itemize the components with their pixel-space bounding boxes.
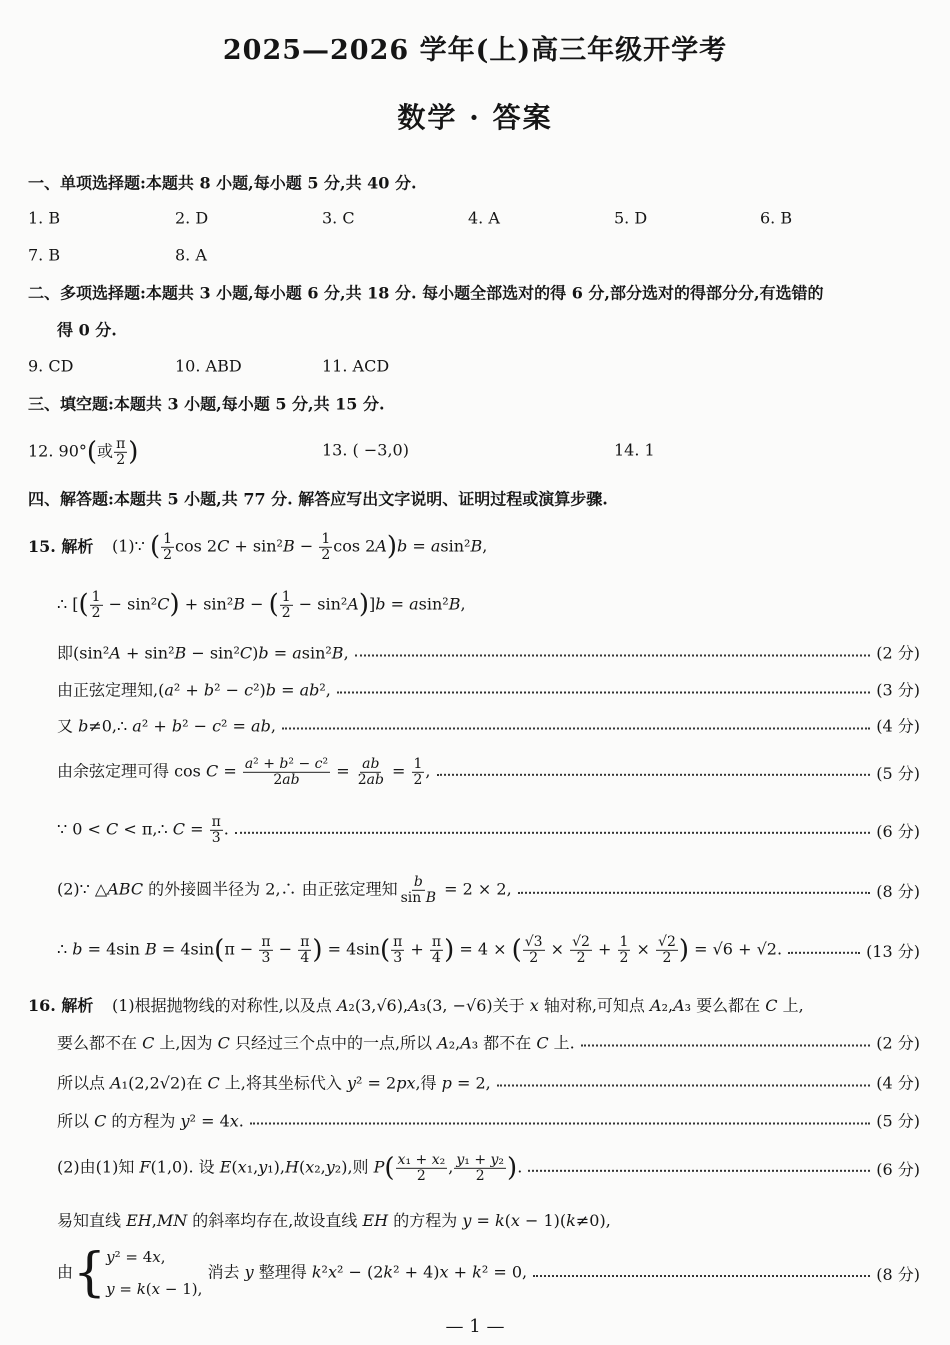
answer-3: 3. C [322,208,355,228]
dot-leader [788,952,860,954]
fraction: $\frac{\pi}{3}$ [211,813,221,846]
fraction: $\frac{\pi}{4}$ [300,933,310,966]
fraction: $\frac{√2}{2}$ [572,933,590,966]
score: (8 分) [876,881,920,901]
score: (6 分) [876,821,920,841]
q15-line: (1)∵ ( $\frac{1}{2}$ cos 2C + sin²B − $\frac{1}{2}$ cos 2A)b = asin²B, [112,530,488,563]
answer-7: 7. B [28,245,61,265]
fraction: $\frac{ab}{2ab}$ [357,755,384,788]
score: (2 分) [876,1033,920,1053]
dot-leader [282,727,870,729]
step-text: 由 { y² = 4x, y = k(x − 1), 消去 y 整理得 k²x² − (2k² + 4)x + k² = 0, [57,1243,528,1303]
score: (2 分) [876,643,920,663]
page-number: — 1 — [445,1316,505,1337]
q15-step [57,678,920,701]
answer-5: 5. D [614,208,648,228]
step-text: 由余弦定理可得 cos C = $\frac{\text{a² + b² − c²}}{2ab}$ = $\frac{ab}{2ab}$ = $\frac{1}{2}$ , [57,755,431,788]
dot-leader [497,1084,870,1086]
answer-2: 2. D [175,208,209,228]
q15-step [57,875,920,905]
q16-step [57,1109,920,1132]
score: (13 分) [866,941,920,961]
answer-6: 6. B [760,208,793,228]
score: (3 分) [876,680,920,700]
fraction: $\frac{\text{a² + b² − c²}}{2ab}$ [244,755,329,788]
dot-leader [250,1122,870,1124]
dot-leader [337,691,870,693]
q15-step [57,714,920,737]
dot-leader [355,654,871,656]
score: (5 分) [876,763,920,783]
answer-8: 8. A [175,245,207,265]
answer-1: 1. B [28,208,61,228]
dot-leader [528,1170,870,1172]
section2-heading: 二、多项选择题:本题共 3 小题,每小题 6 分,共 18 分. 每小题全部选对的得 6 分,部分选对的得部分分,有选错的 [28,283,824,303]
fraction: $\frac{\pi}{3}$ [261,933,271,966]
section4-heading: 四、解答题:本题共 5 小题,共 77 分. 解答应写出文字说明、证明过程或演算步骤. [28,489,608,509]
score: (4 分) [876,716,920,736]
fraction: $\frac{\text{x₁ + x₂}}{2}$ [397,1151,446,1184]
section2-heading-cont: 得 0 分. [57,320,117,340]
q16-step [57,1153,920,1183]
score: (4 分) [876,1073,920,1093]
document-title: 2025—2026 学年(上)高三年级开学考 [222,35,728,66]
fraction: $\frac{\pi}{3}$ [393,933,403,966]
dot-leader [235,832,870,834]
step-text: 所以 C 的方程为 y² = 4x. [57,1111,244,1131]
fraction: $\frac{\pi}{2}$ [116,435,126,468]
step-text: ∵ 0 < C < π,∴ C = $\frac{\pi}{3}$ . [57,813,229,846]
step-text: ∴ b = 4sin B = 4sin(π − $\frac{\pi}{3}$ − $\frac{\pi}{4}$ ) = 4sin( $\frac{\pi}{3}$ + $\frac{\pi}{4}$ ) = 4 × ( $\frac{√3}{2}$ × $\frac{√2}{2}$ + $\frac{1}{2}$ × $\frac{√2}{2}$ ) = √6 + √2. [57,933,783,966]
q15-step [57,641,920,664]
q16-line: 易知直线 EH,MN 的斜率均存在,故设直线 EH 的方程为 y = k(x − 1)(k≠0), [57,1211,611,1231]
dot-leader [518,892,871,894]
dot-leader [533,1275,870,1277]
q16-label: 16. 解析 [28,996,94,1016]
q16-step [57,1031,920,1054]
q15-step [57,815,920,845]
answer-4: 4. A [468,208,500,228]
fraction: $\frac{1}{2}$ [91,588,101,621]
fraction: $\frac{1}{2}$ [321,530,331,563]
q16-step [57,1071,920,1094]
step-text: 所以点 A₁(2,2√2)在 C 上,将其坐标代入 y² = 2px,得 p = 2, [57,1073,491,1093]
answer-12: 12. 90°(或 $\frac{\pi}{2}$ ) [28,435,139,468]
section1-heading: 一、单项选择题:本题共 8 小题,每小题 5 分,共 40 分. [28,173,417,193]
step-text: (2)由(1)知 F(1,0). 设 E(x₁,y₁),H(x₂,y₂),则 P( $\frac{\text{x₁ + x₂}}{2}$ , $\frac{\text{y₁ + y₂}}{2}$ ). [57,1151,523,1184]
fraction: $\frac{b}{\text{sin B}}$ [400,873,437,906]
step-text: 由正弦定理知,(a² + b² − c²)b = ab², [57,680,331,700]
fraction: $\frac{\text{y₁ + y₂}}{2}$ [456,1151,505,1184]
q16-step [57,1243,920,1303]
fraction: $\frac{1}{2}$ [281,588,291,621]
q15-label: 15. 解析 [28,537,94,557]
answer-9: 9. CD [28,356,74,376]
step-text: 又 b≠0,∴ a² + b² − c² = ab, [57,716,276,736]
fraction: $\frac{1}{2}$ [619,933,629,966]
score: (5 分) [876,1111,920,1131]
dot-leader [581,1044,870,1046]
score: (6 分) [876,1159,920,1179]
step-text: 要么都不在 C 上,因为 C 只经过三个点中的一点,所以 A₂,A₃ 都不在 C 上. [57,1033,575,1053]
q16-line: (1)根据抛物线的对称性,以及点 A₂(3,√6),A₃(3, −√6)关于 x 轴对称,可知点 A₂,A₃ 要么都在 C 上, [112,996,804,1016]
document-subtitle: 数学 · 答案 [397,101,553,134]
step-text: (2)∵ △ABC 的外接圆半径为 2,∴ 由正弦定理知 $\frac{b}{\text{sin B}}$ = 2 × 2, [57,873,512,906]
fraction: $\frac{1}{2}$ [413,755,423,788]
equation-system: { y² = 4x, y = k(x − 1), [73,1243,203,1303]
answer-13: 13. ( −3,0) [322,440,409,460]
step-text: 即(sin²A + sin²B − sin²C)b = asin²B, [57,643,349,663]
q15-line: ∴ [( $\frac{1}{2}$ − sin²C) + sin²B − ( $\frac{1}{2}$ − sin²A)]b = asin²B, [57,588,466,621]
answer-11: 11. ACD [322,356,390,376]
section3-heading: 三、填空题:本题共 3 小题,每小题 5 分,共 15 分. [28,394,385,414]
fraction: $\frac{√3}{2}$ [524,933,543,966]
dot-leader [437,774,871,776]
fraction: $\frac{\pi}{4}$ [431,933,442,966]
q15-step [57,935,920,965]
fraction: $\frac{1}{2}$ [163,530,173,563]
fraction: $\frac{√2}{2}$ [658,933,676,966]
q15-step [57,757,920,787]
answer-10: 10. ABD [175,356,242,376]
score: (8 分) [876,1264,920,1284]
answer-14: 14. 1 [614,440,655,460]
